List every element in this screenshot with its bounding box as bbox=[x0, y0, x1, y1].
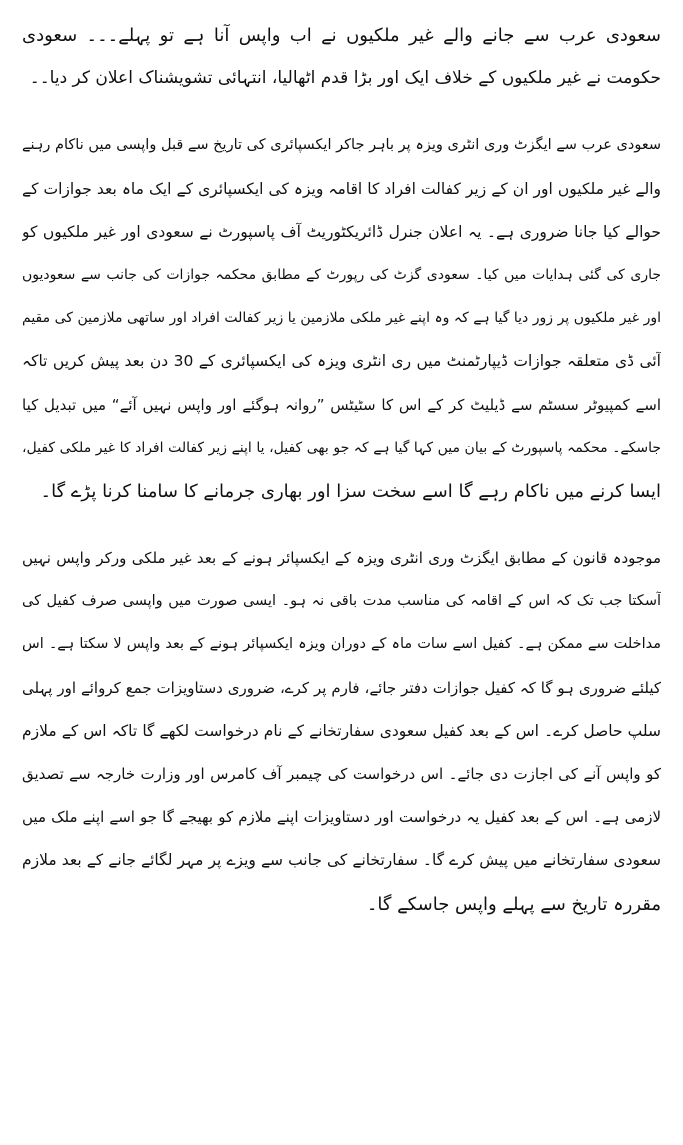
article-headline-paragraph bbox=[22, 14, 661, 100]
text-line: سعودی سفارتخانے میں پیش کرے گا۔ سفارتخانے کی جانب سے ویزے پر مہر لگائے جانے کے بعد ملازم bbox=[22, 851, 661, 870]
article-body-paragraph-2 bbox=[22, 537, 661, 926]
text-line: اور غیر ملکیوں پر زور دیا گیا ہے کہ وہ اپنے غیر ملکی ملازمین یا زیر کفالت افراد اور ساتھی ملازمین کی مقیم bbox=[22, 310, 661, 327]
text-line: مداخلت سے ممکن ہے۔ کفیل اسے سات ماہ کے دوران ویزہ ایکسپائر ہونے کے بعد واپس لا سکتا ہے۔ اس bbox=[22, 636, 661, 653]
text-line: جاری کی گئی ہدایات میں کیا۔ سعودی گزٹ کی رپورٹ کے مطابق محکمہ جوازات کی جانب سے سعودیوں bbox=[22, 266, 661, 283]
text-line: آئی ڈی متعلقہ جوازات ڈیپارٹمنٹ میں ری انٹری ویزہ کی ایکسپائری کے 30 دن بعد پیش کریں تاکہ bbox=[22, 352, 661, 371]
text-line: سعودی عرب سے جانے والے غیر ملکیوں نے اب واپس آنا ہے تو پہلے۔۔۔ سعودی bbox=[22, 25, 661, 46]
text-line: جاسکے۔ محکمہ پاسپورٹ کے بیان میں کہا گیا ہے کہ جو بھی کفیل، یا اپنے زیر کفالت افراد کا غیر ملکی کفیل، bbox=[22, 439, 661, 456]
text-line: حکومت نے غیر ملکیوں کے خلاف ایک اور بڑا قدم اٹھالیا، انتہائی تشویشناک اعلان کر دیا۔۔ bbox=[29, 68, 661, 89]
text-line: کو واپس آنے کی اجازت دی جائے۔ اس درخواست کی چیمبر آف کامرس اور وزارت خارجہ سے تصدیق bbox=[22, 765, 661, 783]
text-line: مقررہ تاریخ سے پہلے واپس جاسکے گا۔ bbox=[366, 893, 661, 915]
text-line: سلپ حاصل کرے۔ اس کے بعد کفیل سعودی سفارتخانے کے نام درخواست لکھے گا تاکہ اس کے ملازم bbox=[22, 721, 661, 740]
text-line: ایسا کرنے میں ناکام رہے گا اسے سخت سزا اور بھاری جرمانے کا سامنا کرنا پڑے گا۔ bbox=[40, 480, 661, 502]
text-line: موجودہ قانون کے مطابق ایگزٹ وری انٹری ویزہ کے ایکسپائر ہونے کے بعد غیر ملکی ورکر واپس نہیں bbox=[22, 549, 661, 568]
text-line: والے غیر ملکیوں اور ان کے زیر کفالت افراد کا اقامہ ویزہ کی ایکسپائری کے ایک ماہ بعد جوازات کے bbox=[22, 179, 661, 198]
text-line: آسکتا جب تک کہ اس کے اقامہ کی مناسب مدت باقی نہ ہو۔ ایسی صورت میں واپسی صرف کفیل کی bbox=[22, 593, 661, 610]
text-line: کیلئے ضروری ہو گا کہ کفیل جوازات دفتر جائے، فارم پر کرے، ضروری دستاویزات جمع کروائے اور پہلی bbox=[22, 678, 661, 697]
text-line: لازمی ہے۔ اس کے بعد کفیل یہ درخواست اور دستاویزات اپنے ملازم کو بھیجے گا جو اسے اپنے ملک میں bbox=[22, 808, 661, 827]
text-line: حوالے کیا جانا ضروری ہے۔ یہ اعلان جنرل ڈائریکٹوریٹ آف پاسپورٹ نے سعودی اور غیر ملکیوں کو bbox=[22, 222, 661, 241]
text-line: اسے کمپیوٹر سسٹم سے ڈیلیٹ کر کے اس کا سٹیٹس ”روانہ ہوگئے اور واپس نہیں آئے“ میں تبدیل کیا bbox=[22, 395, 661, 414]
text-line: سعودی عرب سے ایگزٹ وری انٹری ویزہ پر باہر جاکر ایکسپائری کی تاریخ سے قبل واپسی میں ناکام رہنے bbox=[22, 137, 661, 154]
article-body-paragraph-1 bbox=[22, 124, 661, 513]
